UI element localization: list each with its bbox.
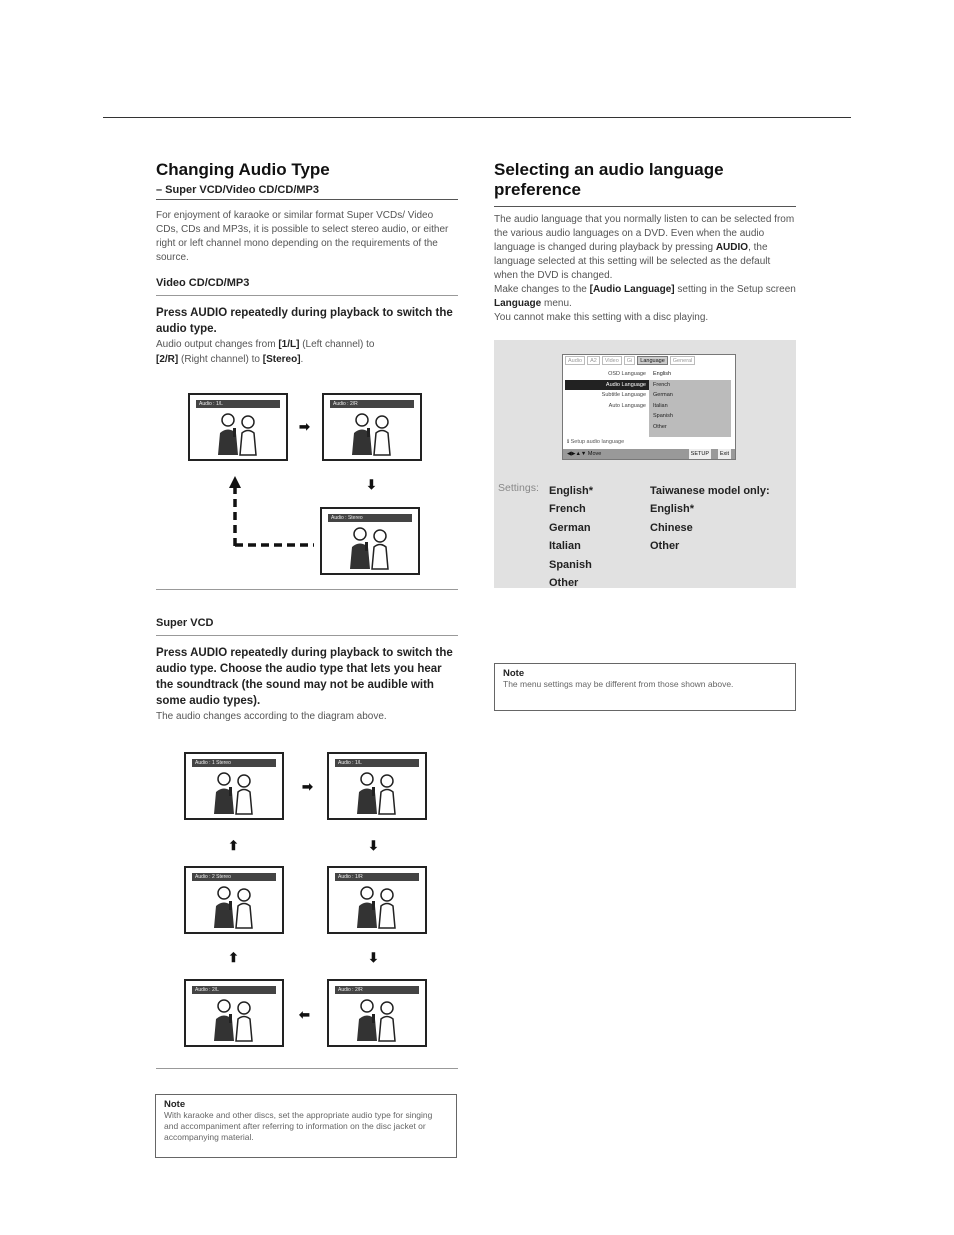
divider (156, 589, 458, 590)
right-column (494, 160, 796, 325)
setting-value: Other (549, 577, 579, 590)
setting-value: Spanish (549, 558, 592, 571)
instruction-detail-super-vcd: The audio changes according to the diagram above. (156, 711, 387, 722)
section-title-audio-language: Selecting an audio language preference (494, 160, 724, 199)
menu-item-subtitle-language[interactable]: Subtitle Language (601, 392, 646, 398)
move-control: ◀▶▲▼ Move (567, 451, 602, 457)
section-title-audio-type: Changing Audio Type (156, 160, 330, 179)
note-text: With karaoke and other discs, set the appropriate audio type for singing and accompaniment after referring to information on the disc jacket or accompanying material. (164, 1110, 433, 1142)
audio-language-paragraph: The audio language that you normally listen to can be selected from the various audio languages on a DVD. Even when the audio language is changed during playback by pressing AUDIO, the language selected at this setting will be selected as the default when the DVD is changed. Make changes to the [Audio Language] setting in the Setup screen Language menu. You cannot make this setting with a disc playing. (494, 214, 796, 323)
tab-gi[interactable]: Gi (624, 356, 636, 365)
instruction-super-vcd: Press AUDIO repeatedly during playback to switch the audio type. Choose the audio type that lets you hear the soundtrack (the sound may not be audible with some audio types). (156, 647, 453, 707)
karaoke-couple-icon (346, 525, 396, 571)
note-box-left (155, 1094, 457, 1158)
karaoke-couple-icon (353, 770, 403, 816)
settings-panel (494, 340, 796, 588)
arrow-down-icon: ⬇ (368, 838, 379, 853)
tab-language[interactable]: Language (637, 356, 667, 365)
menu-option[interactable]: English (649, 369, 731, 380)
note-box-right (494, 663, 796, 711)
setting-value: English* (650, 503, 695, 516)
menu-tabs (563, 355, 735, 366)
title-rule (494, 206, 796, 207)
note-title: Note (503, 668, 525, 679)
arrow-up-icon: ⬆ (228, 950, 239, 965)
menu-item-auto-language[interactable]: Auto Language (608, 402, 646, 409)
tv-screen: Audio : 2 Stereo (184, 866, 284, 934)
tv-screen: Audio : 1 Stereo (184, 752, 284, 820)
divider (156, 1068, 458, 1069)
arrow-up-icon: ⬆ (228, 838, 239, 853)
intro-paragraph: For enjoyment of karaoke or similar format Super VCDs/ Video CDs, CDs and MP3s, it is possible to select stereo audio, or either right or left channel mono depending on the requirements of the source. (156, 210, 449, 263)
setting-value: Chinese (650, 521, 693, 534)
top-rule (103, 117, 851, 118)
tv-screen: Audio : 1/L (327, 752, 427, 820)
instruction-detail-video-cd: Audio output changes from [1/L] (Left channel) to [2/R] (Right channel) to [Stereo]. (156, 339, 375, 365)
menu-footer (563, 449, 735, 459)
arrow-right-icon: ➡ (299, 419, 310, 434)
tv-screen: Audio : 2/R (322, 393, 422, 461)
return-dashed-arrow-icon (226, 474, 318, 548)
karaoke-couple-icon (353, 997, 403, 1043)
menu-option[interactable]: Italian (653, 402, 668, 409)
tv-screen: Audio : Stereo (320, 507, 420, 575)
setup-menu-screen (562, 354, 736, 460)
tab-video[interactable]: Video (602, 356, 622, 365)
menu-option-list (649, 369, 731, 437)
menu-item-list (565, 369, 649, 411)
tv-screen: Audio : 2/R (327, 979, 427, 1047)
note-text: The menu settings may be different from those shown above. (503, 679, 734, 689)
taiwan-settings-list (650, 482, 770, 556)
setup-key[interactable]: SETUP (690, 451, 709, 457)
tab-audio[interactable]: Audio (565, 356, 585, 365)
tab-a2[interactable]: A2 (587, 356, 600, 365)
left-column (156, 160, 458, 367)
menu-hint: ℹ Setup audio language (567, 439, 625, 445)
setting-value: German (549, 521, 591, 534)
settings-list (549, 482, 593, 592)
arrow-left-icon: ⬅ (299, 1007, 310, 1022)
tv-screen: Audio : 1/R (327, 866, 427, 934)
instruction-video-cd: Press AUDIO repeatedly during playback to switch the audio type. (156, 307, 453, 335)
exit-key[interactable]: Exit (719, 451, 729, 457)
menu-option[interactable]: Spanish (653, 413, 673, 419)
section-subtitle: – Super VCD/Video CD/CD/MP3 (156, 184, 458, 200)
arrow-down-icon: ⬇ (366, 477, 377, 492)
taiwan-label: Taiwanese model only: (650, 485, 770, 497)
menu-item-osd-language[interactable]: OSD Language (608, 371, 646, 377)
karaoke-couple-icon (214, 411, 264, 457)
subhead-super-vcd: Super VCD (156, 617, 458, 636)
karaoke-couple-icon (353, 884, 403, 930)
tab-general[interactable]: General (670, 356, 696, 365)
menu-option[interactable]: Other (653, 423, 667, 430)
info-icon: ℹ (567, 439, 570, 445)
tv-screen: Audio : 2/L (184, 979, 284, 1047)
karaoke-couple-icon (348, 411, 398, 457)
setting-value: Other (650, 540, 680, 553)
setting-value: Italian (549, 540, 581, 553)
note-title: Note (164, 1099, 186, 1110)
karaoke-couple-icon (210, 884, 260, 930)
setting-value: English* (549, 485, 594, 497)
menu-option[interactable]: French (653, 381, 671, 388)
tv-screen: Audio : 1/L (188, 393, 288, 461)
karaoke-couple-icon (210, 770, 260, 816)
settings-label: Settings: (498, 482, 539, 494)
direction-arrows-icon: ◀▶▲▼ (567, 451, 587, 457)
super-vcd-section (156, 617, 458, 724)
karaoke-couple-icon (210, 997, 260, 1043)
arrow-right-icon: ➡ (302, 779, 313, 794)
menu-item-audio-language[interactable]: Audio Language (565, 380, 649, 391)
arrow-down-icon: ⬇ (368, 950, 379, 965)
subhead-video-cd: Video CD/CD/MP3 (156, 277, 458, 296)
menu-option[interactable]: German (653, 392, 673, 398)
setting-value: French (549, 503, 586, 516)
